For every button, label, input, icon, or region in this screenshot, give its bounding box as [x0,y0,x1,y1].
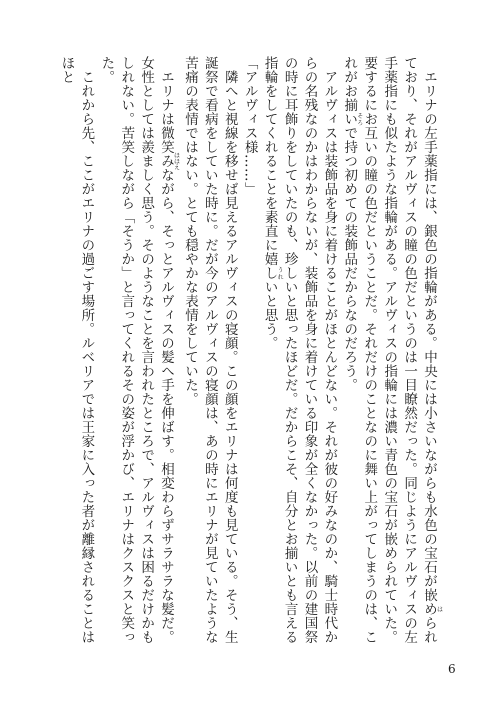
dialogue-line: 「アルヴィス様……」 [241,56,258,196]
text-segment: で持つ初めての装飾品だからなのだろう。 [341,126,358,392]
text-segment: いと思う。 [261,280,278,350]
paragraph-3 [179,56,239,652]
ruby-reading: ほほえ [172,151,180,170]
ruby-word [261,266,284,280]
text-segment: エリナは微笑 [158,69,175,154]
paragraph-4 [95,56,179,652]
paragraph-1 [259,56,339,652]
ruby-reading: そろ [355,112,363,126]
ruby-word [341,112,363,126]
ruby-reading: は [435,601,443,616]
ruby-word [421,601,443,616]
vertical-text-body [58,56,443,652]
ruby-reading: うれ [276,266,284,280]
text-segment: られており、それがアルヴィスの瞳の色だというのは一目瞭然だった。同じようにアルヴィスの左手薬指にも似たような指輪がある。アルヴィスの指輪には濃い青色の宝石が嵌められていた。要するにお互いの瞳の色だということだ。それだけのことなのに舞い上がってしまうのは、これがお揃 [341,56,437,644]
ruby-base: し [261,266,278,280]
text-segment: アルヴィスは装飾品を身に着けることがほとんどない。それが彼の好みなのか、騎士時代からの名残なのかはわからないが、装飾品を身に着けている印象が全くなかった。以前の建国祭の時に耳飾りをしていたのも、珍しいと思ったほどだ。だからこそ、自分とお揃いとも言える指輪をしてくれることを素直に嬉 [261,56,338,644]
ruby-base: め [421,601,437,616]
ruby-base: み [158,151,175,170]
ruby-base: い [341,112,358,126]
text-segment: ながら、そっとアルヴィスの髪へ手を伸ばす。相変わらずサラサラな髪だ。女性としては羨ましく思う。そのようなことを言われたところで、アルヴィスは困るだけかもしれない。苦笑しながら「そうか」と言ってくれるその姿が浮かび、エリナはクスクスと笑った。 [98,56,175,644]
text-segment: 隣へと視線を移せば見えるアルヴィスの寝顔。この顔をエリナは何度も見ている。そう、生誕祭で看病をしていた時に。だが今のアルヴィスの寝顔は、あの時にエリナが見ていたような苦痛の表情ではない。とても穏やかな表情をしていた。 [181,56,238,644]
page-number: 6 [448,662,456,676]
paragraph-5 [56,56,96,652]
paragraph-2-dialogue [239,56,259,652]
text-segment: エリナの左手薬指には、銀色の指輪がある。中央には小さいながらも水色の宝石が嵌 [421,69,437,602]
text-segment: これから先、ここがエリナの過ごす場所。ルベリアでは王家に入った者が離縁されることはほと [58,56,95,644]
paragraph-0 [338,56,442,652]
ruby-word [158,151,180,170]
